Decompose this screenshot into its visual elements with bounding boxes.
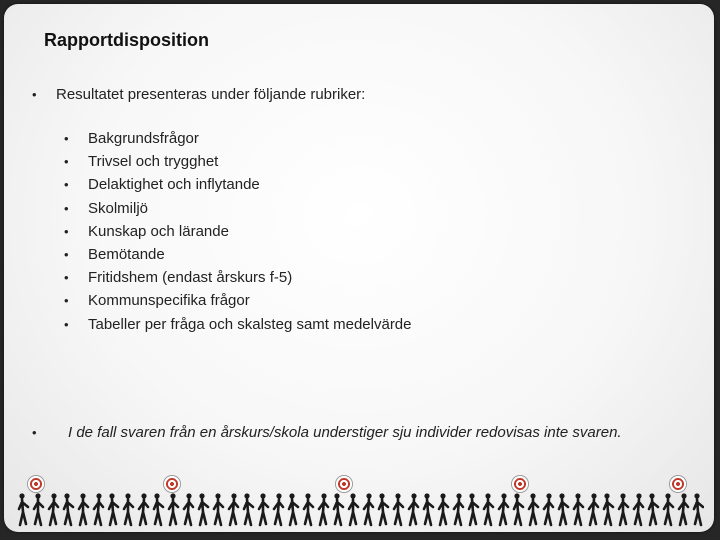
runner-silhouette <box>244 493 253 525</box>
sub-bullet-text: Kunskap och lärande <box>88 222 229 240</box>
runner-silhouette <box>514 493 523 525</box>
runner-silhouette <box>349 493 358 525</box>
runner-silhouette <box>694 493 703 525</box>
bullet-dot-icon: • <box>64 200 69 216</box>
runner-silhouette <box>664 493 673 525</box>
runner-silhouette <box>199 493 208 525</box>
sub-bullet-text: Delaktighet och inflytande <box>88 176 260 194</box>
runner-silhouette <box>589 493 598 525</box>
slide <box>4 4 714 532</box>
runner-silhouette <box>214 493 223 525</box>
runner-silhouette <box>469 493 478 525</box>
runner-silhouette <box>154 493 163 525</box>
runner-silhouette <box>274 493 283 525</box>
bullet-dot-icon: • <box>64 154 69 170</box>
sub-bullet-text: Fritidshem (endast årskurs f-5) <box>88 269 293 287</box>
bullet-dot-icon: • <box>64 316 69 332</box>
bullet-dot-icon: • <box>32 87 37 102</box>
slide-title: Rapportdisposition <box>44 30 209 50</box>
runner-silhouette <box>544 493 553 525</box>
bullet-dot-icon: • <box>32 425 37 440</box>
runner-silhouette <box>649 493 658 525</box>
bullet-dot-icon: • <box>64 131 69 146</box>
runner-silhouette <box>454 493 463 525</box>
runner-silhouette <box>184 493 193 525</box>
bullet-dot-icon: • <box>64 270 69 286</box>
runner-silhouette <box>634 493 643 525</box>
runner-silhouette <box>109 493 118 525</box>
bullet-dot-icon: • <box>64 293 69 309</box>
runner-silhouette <box>379 493 388 525</box>
runner-silhouette <box>64 493 73 525</box>
runner-silhouette <box>34 493 43 525</box>
sub-bullet-text: Bakgrundsfrågor <box>88 130 199 147</box>
footer-decoration <box>14 472 704 530</box>
running-people-icon <box>14 490 704 530</box>
bullet-dot-icon: • <box>64 246 69 262</box>
runner-silhouette <box>394 493 403 525</box>
runner-silhouette <box>259 493 268 525</box>
sub-bullet-text: Bemötande <box>88 245 165 263</box>
runner-silhouette <box>439 493 448 525</box>
sub-bullet-text: Tabeller per fråga och skalsteg samt medelvärde <box>88 315 412 333</box>
runner-silhouette <box>289 493 298 525</box>
runner-silhouette <box>619 493 628 525</box>
runner-silhouette <box>229 493 238 525</box>
runner-silhouette <box>94 493 103 525</box>
bullet-dot-icon: • <box>64 223 69 239</box>
runner-silhouette <box>559 493 568 525</box>
runner-silhouette <box>334 493 343 525</box>
bullet-dot-icon: • <box>64 177 69 193</box>
runner-silhouette <box>499 493 508 525</box>
runner-silhouette <box>604 493 613 525</box>
runner-silhouette <box>409 493 418 525</box>
runner-silhouette <box>49 493 58 525</box>
sub-bullet-text: Kommunspecifika frågor <box>88 292 250 310</box>
runner-silhouette <box>19 493 28 525</box>
runner-silhouette <box>424 493 433 525</box>
runner-silhouette <box>574 493 583 525</box>
sub-bullet-text: Skolmiljö <box>88 199 149 217</box>
runner-silhouette <box>169 493 178 525</box>
runner-silhouette <box>139 493 148 525</box>
runner-silhouette <box>529 493 538 525</box>
main-bullet-1-text: Resultatet presenteras under följande rubriker: <box>56 86 366 103</box>
runner-silhouette <box>79 493 88 525</box>
runner-silhouette <box>304 493 313 525</box>
main-bullet-2-text: I de fall svaren från en årskurs/skola understiger sju individer redovisas inte svaren. <box>68 424 622 441</box>
sub-bullet-text: Trivsel och trygghet <box>88 153 219 171</box>
runner-silhouette <box>364 493 373 525</box>
runner-silhouette <box>484 493 493 525</box>
runner-silhouette <box>124 493 133 525</box>
runner-silhouette <box>319 493 328 525</box>
runner-silhouette <box>679 493 688 525</box>
